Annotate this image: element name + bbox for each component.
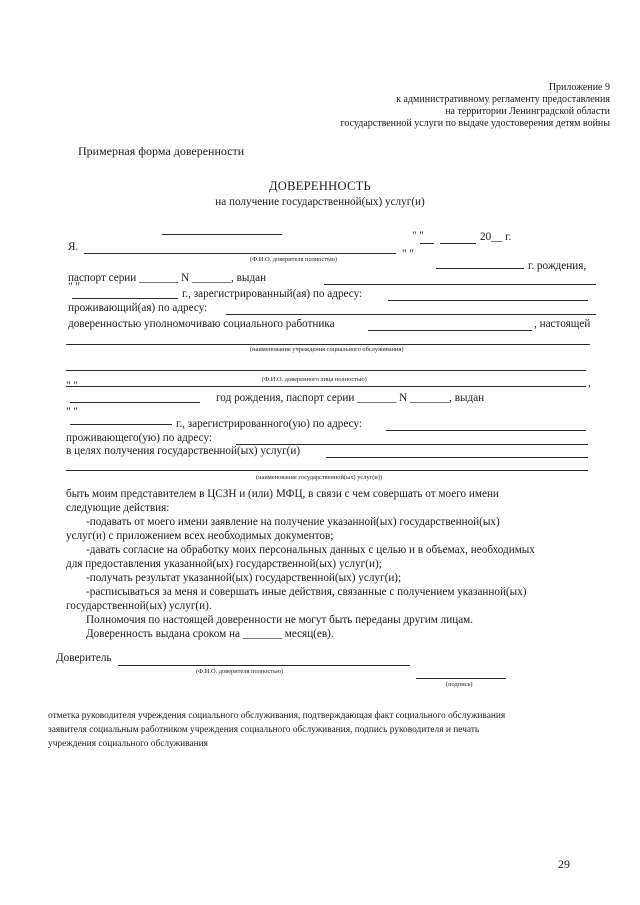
body-p2a: -подавать от моего имени заявление на получение указанной(ых) государственной(ых) — [86, 516, 500, 528]
signature-sign-line — [416, 678, 506, 679]
purpose-line — [326, 457, 588, 458]
trustee-line-1 — [66, 370, 586, 371]
ya-label: Я. — [68, 241, 79, 253]
header-regulation: к административному регламенту предоставления — [396, 94, 610, 105]
registered-line — [388, 300, 588, 301]
page-number: 29 — [558, 857, 570, 871]
body-p5a: -расписываться за меня и совершать иные действия, связанные с получением указанной(ых) — [86, 586, 527, 598]
registered2-line — [386, 430, 586, 431]
note-line-3: учреждения социального обслуживания — [48, 739, 208, 749]
service-line — [66, 470, 588, 471]
place-line — [162, 234, 282, 235]
issued2-quote: " " — [66, 406, 78, 418]
fio-hint: (Ф.И.О. доверителя полностью) — [250, 256, 337, 263]
body-p6: Полномочия по настоящей доверенности не могут быть переданы другим лицам. — [86, 614, 474, 626]
body-p2b: услуг(и) с приложением всех необходимых документов; — [66, 530, 334, 542]
issued-quote: " " — [68, 281, 80, 293]
birth2-quote: " " — [66, 380, 78, 392]
service-hint: (наименование государственной(ых) услуг(и)) — [256, 474, 383, 481]
trustee-comma: , — [588, 377, 591, 389]
date-month-line — [440, 243, 476, 244]
header-service: государственной услуги по выдаче удостоверения детям войны — [340, 118, 610, 129]
birth-quote: " " — [402, 248, 414, 260]
document-title: ДОВЕРЕННОСТЬ — [268, 179, 372, 193]
note-line-1: отметка руководителя учреждения социального обслуживания, подтверждающая факт социального обслуживания — [48, 711, 506, 721]
registered2-label: г., зарегистрированного(ую) по адресу: — [176, 418, 363, 430]
header-appendix: Приложение 9 — [548, 82, 610, 93]
trustee-hint: (Ф.И.О. доверенного лица полностью) — [262, 376, 367, 383]
purpose-label: в целях получения государственной(ых) услуг(и) — [66, 445, 301, 457]
body-p5b: государственной(ых) услуг(и). — [66, 600, 212, 612]
body-p3a: -давать согласие на обработку моих персональных данных с целью и в объемах, необходимых — [86, 544, 535, 556]
body-p4: -получать результат указанной(ых) государственной(ых) услуг(и); — [86, 572, 402, 584]
body-p7: Доверенность выдана сроком на _______ месяц(ев). — [86, 628, 334, 640]
body-p1b: следующие действия: — [66, 502, 170, 514]
passport-line: паспорт серии _______ N _______, выдан — [68, 272, 267, 284]
signature-fio-line — [118, 665, 410, 666]
issued2-date-line — [70, 424, 172, 425]
birth2-label: год рождения, паспорт серии _______ N _______, выдан — [216, 392, 485, 404]
residing-label: проживающий(ая) по адресу: — [68, 302, 208, 314]
birth-line — [436, 268, 524, 269]
date-quote: " " — [412, 230, 424, 242]
header-region: на территории Ленинградской области — [445, 106, 610, 117]
residing-line — [226, 314, 596, 315]
authorize-label: доверенностью уполномочиваю социального работника — [68, 318, 335, 330]
passport-issuer-line — [324, 284, 596, 285]
date-day-line — [420, 243, 434, 244]
registered-label: г., зарегистрированный(ая) по адресу: — [182, 288, 363, 300]
birth-label: г. рождения, — [528, 260, 587, 272]
date-year: 20__ г. — [480, 231, 512, 243]
authorize-end: , настоящей — [534, 318, 591, 330]
trustee-line-2 — [66, 386, 586, 387]
org-hint: (наименование учреждения социального обслуживания) — [250, 346, 404, 353]
body-p1a: быть моим представителем в ЦСЗН и (или) МФЦ, в связи с чем совершать от моего имени — [66, 488, 499, 500]
residing2-label: проживающего(ую) по адресу: — [66, 432, 212, 444]
signature-fio-hint: (Ф.И.О. доверителя полностью) — [196, 668, 283, 675]
birth2-line — [70, 402, 200, 403]
signature-sign-hint: (подпись) — [446, 681, 473, 688]
document-subtitle: на получение государственной(ых) услуг(и) — [215, 196, 425, 208]
form-label: Примерная форма доверенности — [78, 144, 245, 158]
fio-line — [84, 253, 396, 254]
issued-date-line — [72, 298, 178, 299]
body-p3b: для предоставления указанной(ых) государственной(ых) услуг(и); — [66, 558, 382, 570]
signature-label: Доверитель — [56, 652, 112, 664]
social-worker-line — [368, 330, 532, 331]
org-line — [66, 344, 590, 345]
note-line-2: заявителя социальным работником учреждения социального обслуживания, подпись руководителя и печать — [48, 725, 480, 735]
